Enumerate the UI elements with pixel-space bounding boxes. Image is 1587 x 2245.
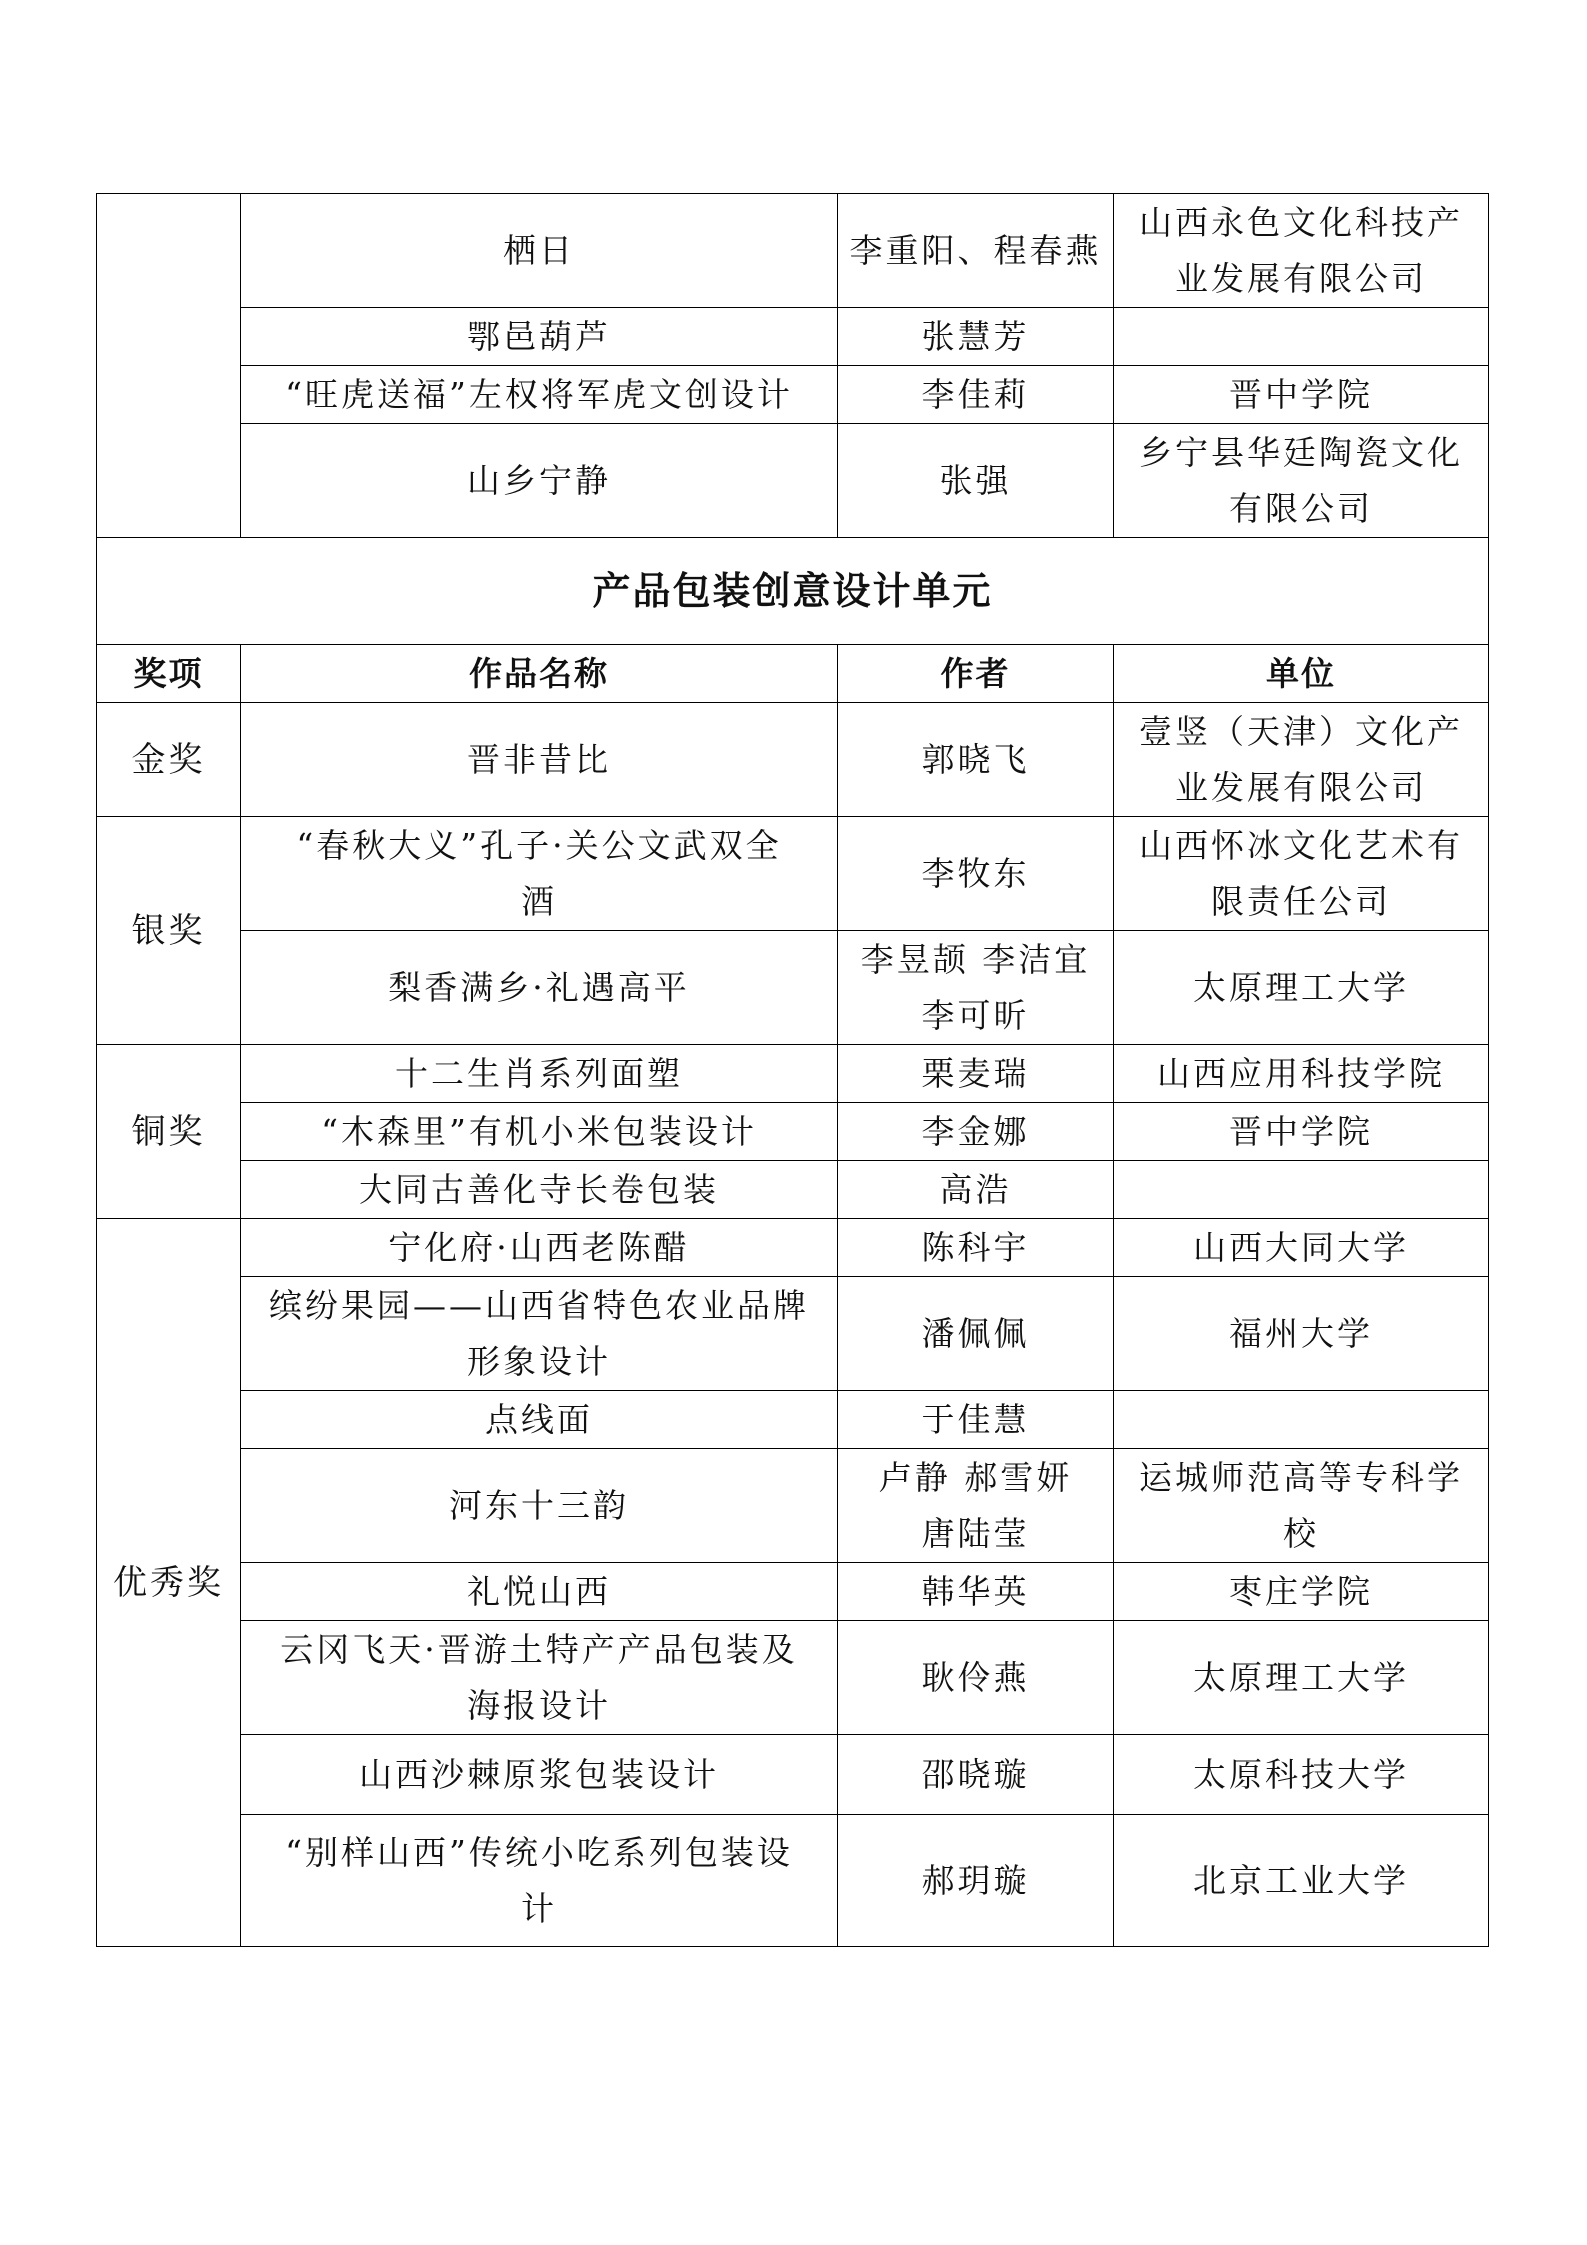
- work-cell: [241, 1391, 838, 1449]
- work-cell: [241, 1103, 838, 1161]
- unit-cell: [1114, 308, 1489, 366]
- award-cell-continued: [97, 194, 241, 538]
- work-cell: [241, 1219, 838, 1277]
- author-cell: 张强: [838, 424, 1114, 538]
- header-award: 奖项: [97, 645, 241, 703]
- awards-table: [96, 193, 1489, 1947]
- author-cell: [838, 817, 1114, 931]
- unit-line: 山西大同大学: [1193, 1227, 1409, 1267]
- author-line: 卢静 郝雪妍: [878, 1457, 1073, 1497]
- unit-line: 枣庄学院: [1229, 1571, 1373, 1611]
- work-line: 海报设计: [467, 1685, 611, 1725]
- work-line: 点线面: [485, 1399, 593, 1439]
- work-cell: 栖日: [241, 194, 838, 308]
- work-line: 计: [521, 1888, 557, 1928]
- unit-cell: [1114, 817, 1489, 931]
- work-cell: [241, 1277, 838, 1391]
- work-line: “春秋大义”孔子·关公文武双全: [296, 825, 782, 865]
- author-line: 李昱颉 李洁宜: [860, 939, 1091, 979]
- table-row: [97, 703, 1489, 817]
- section-title: 产品包装创意设计单元: [97, 538, 1489, 645]
- table-row: [97, 194, 1489, 308]
- unit-cell: [1114, 1815, 1489, 1947]
- award-cell: 银奖: [97, 817, 241, 1045]
- author-cell: [838, 1391, 1114, 1449]
- work-line: 酒: [521, 881, 557, 921]
- table-row: [97, 1815, 1489, 1947]
- unit-cell: [1114, 1103, 1489, 1161]
- author-line: 于佳慧: [921, 1399, 1030, 1439]
- table-row: [97, 1563, 1489, 1621]
- work-line: 礼悦山西: [467, 1571, 611, 1611]
- author-cell: [838, 703, 1114, 817]
- author-cell: [838, 931, 1114, 1045]
- author-cell: 李佳莉: [838, 366, 1114, 424]
- unit-line: 太原理工大学: [1193, 1657, 1409, 1697]
- award-cell: 金奖: [97, 703, 241, 817]
- table-row: [97, 1449, 1489, 1563]
- header-row: [97, 645, 1489, 703]
- award-cell: 铜奖: [97, 1045, 241, 1219]
- work-cell: 鄂邑葫芦: [241, 308, 838, 366]
- table-row: [97, 1161, 1489, 1219]
- author-cell: [838, 1815, 1114, 1947]
- author-cell: 张慧芳: [838, 308, 1114, 366]
- unit-cell: [1114, 1219, 1489, 1277]
- unit-cell: [1114, 931, 1489, 1045]
- unit-line: 壹竖（天津）文化产: [1139, 711, 1463, 751]
- work-cell: [241, 1735, 838, 1815]
- work-line: 河东十三韵: [449, 1485, 629, 1525]
- work-cell: [241, 1045, 838, 1103]
- work-cell: 山乡宁静: [241, 424, 838, 538]
- unit-line: 业发展有限公司: [1175, 258, 1427, 298]
- section-title-row: [97, 538, 1489, 645]
- work-line: 十二生肖系列面塑: [395, 1053, 683, 1093]
- unit-line: 运城师范高等专科学: [1139, 1457, 1463, 1497]
- author-cell: [838, 1621, 1114, 1735]
- author-line: 高浩: [939, 1169, 1012, 1209]
- unit-cell: [1114, 424, 1489, 538]
- work-line: 缤纷果园——山西省特色农业品牌: [269, 1285, 809, 1325]
- author-line: 邵晓璇: [921, 1754, 1030, 1794]
- unit-line: 太原科技大学: [1193, 1754, 1409, 1794]
- table-row: [97, 1621, 1489, 1735]
- unit-line: 有限公司: [1229, 488, 1373, 528]
- author-line: 李金娜: [921, 1111, 1030, 1151]
- author-line: 郝玥璇: [921, 1860, 1030, 1900]
- unit-line: 限责任公司: [1211, 881, 1391, 921]
- table-row: [97, 1103, 1489, 1161]
- unit-line: 乡宁县华廷陶瓷文化: [1139, 432, 1463, 472]
- unit-cell: [1114, 1161, 1489, 1219]
- author-line: 唐陆莹: [921, 1513, 1030, 1553]
- unit-cell: [1114, 1391, 1489, 1449]
- table-row: [97, 931, 1489, 1045]
- work-cell: [241, 1449, 838, 1563]
- author-cell: [838, 1161, 1114, 1219]
- author-line: 栗麦瑞: [921, 1053, 1030, 1093]
- author-line: 李可昕: [921, 995, 1030, 1035]
- author-line: 韩华英: [921, 1571, 1030, 1611]
- author-cell: [838, 1219, 1114, 1277]
- work-line: 云冈飞天·晋游土特产产品包装及: [280, 1629, 798, 1669]
- work-line: 梨香满乡·礼遇高平: [388, 967, 690, 1007]
- work-line: 形象设计: [467, 1341, 611, 1381]
- author-line: 陈科宇: [921, 1227, 1030, 1267]
- table-row: [97, 1277, 1489, 1391]
- header-author: 作者: [838, 645, 1114, 703]
- unit-cell: 晋中学院: [1114, 366, 1489, 424]
- work-line: 晋非昔比: [467, 739, 611, 779]
- author-cell: [838, 1103, 1114, 1161]
- author-cell: [838, 1735, 1114, 1815]
- unit-line: 晋中学院: [1229, 1111, 1373, 1151]
- unit-cell: [1114, 194, 1489, 308]
- author-cell: [838, 1045, 1114, 1103]
- awards-table-body: [97, 194, 1489, 1947]
- table-row: [97, 308, 1489, 366]
- work-cell: “旺虎送福”左权将军虎文创设计: [241, 366, 838, 424]
- unit-line: 北京工业大学: [1193, 1860, 1409, 1900]
- unit-line: 山西怀冰文化艺术有: [1139, 825, 1463, 865]
- table-row: [97, 1219, 1489, 1277]
- unit-line: 山西永色文化科技产: [1139, 202, 1463, 242]
- unit-line: 太原理工大学: [1193, 967, 1409, 1007]
- unit-cell: [1114, 1449, 1489, 1563]
- work-cell: [241, 1815, 838, 1947]
- unit-cell: [1114, 703, 1489, 817]
- work-cell: [241, 1161, 838, 1219]
- author-line: 耿伶燕: [921, 1657, 1030, 1697]
- unit-line: 业发展有限公司: [1175, 767, 1427, 807]
- work-cell: [241, 1621, 838, 1735]
- unit-cell: [1114, 1621, 1489, 1735]
- work-line: 大同古善化寺长卷包装: [359, 1169, 719, 1209]
- work-line: “别样山西”传统小吃系列包装设: [285, 1832, 793, 1872]
- author-cell: [838, 1449, 1114, 1563]
- table-row: [97, 1391, 1489, 1449]
- table-row: [97, 1045, 1489, 1103]
- work-cell: [241, 703, 838, 817]
- work-line: 宁化府·山西老陈醋: [388, 1227, 690, 1267]
- table-row: [97, 424, 1489, 538]
- author-line: 李牧东: [921, 853, 1030, 893]
- unit-line: 校: [1283, 1513, 1319, 1553]
- unit-line: 福州大学: [1229, 1313, 1373, 1353]
- work-cell: [241, 817, 838, 931]
- work-line: 山西沙棘原浆包装设计: [359, 1754, 719, 1794]
- author-line: 潘佩佩: [921, 1313, 1030, 1353]
- award-cell: 优秀奖: [97, 1219, 241, 1947]
- author-cell: [838, 1563, 1114, 1621]
- work-line: “木森里”有机小米包装设计: [321, 1111, 757, 1151]
- work-cell: [241, 1563, 838, 1621]
- author-cell: 李重阳、程春燕: [838, 194, 1114, 308]
- unit-cell: [1114, 1735, 1489, 1815]
- work-cell: [241, 931, 838, 1045]
- header-work: 作品名称: [241, 645, 838, 703]
- author-cell: [838, 1277, 1114, 1391]
- unit-cell: [1114, 1277, 1489, 1391]
- header-unit: 单位: [1114, 645, 1489, 703]
- unit-cell: [1114, 1045, 1489, 1103]
- table-row: [97, 817, 1489, 931]
- unit-line: 山西应用科技学院: [1157, 1053, 1445, 1093]
- author-line: 郭晓飞: [921, 739, 1030, 779]
- table-row: [97, 366, 1489, 424]
- table-row: [97, 1735, 1489, 1815]
- unit-cell: [1114, 1563, 1489, 1621]
